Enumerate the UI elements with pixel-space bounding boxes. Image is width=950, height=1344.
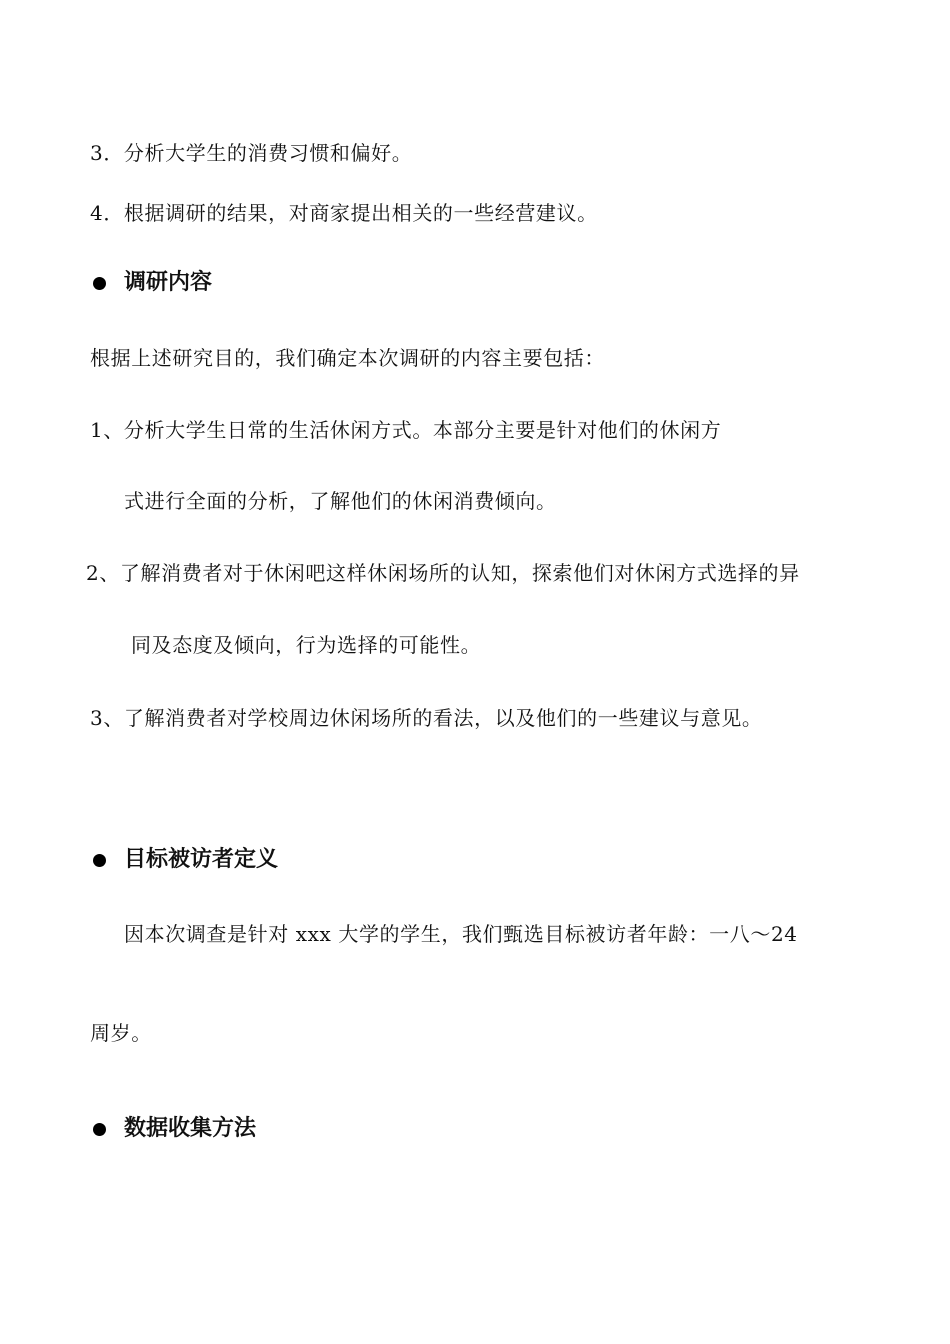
target-definition-text: 因本次调查是针对 xxx 大学的学生，我们甄选目标被访者年龄：一八～24 [124, 922, 798, 946]
content-item-3: 3、了解消费者对学校周边休闲场所的看法，以及他们的一些建议与意见。 [90, 706, 763, 730]
bullet-icon [93, 277, 106, 290]
objective-item-3: 3．分析大学生的消费习惯和偏好。 [90, 141, 413, 165]
section-heading-target-definition: 目标被访者定义 [124, 847, 279, 872]
content-item-2: 2、了解消费者对于休闲吧这样休闲场所的认知，探索他们对休闲方式选择的异 [86, 561, 800, 585]
objective-item-4: 4．根据调研的结果，对商家提出相关的一些经营建议。 [90, 201, 598, 225]
content-item-1-continued: 式进行全面的分析，了解他们的休闲消费倾向。 [124, 489, 557, 513]
bullet-icon [93, 854, 106, 867]
bullet-icon [93, 1123, 106, 1136]
content-intro: 根据上述研究目的，我们确定本次调研的内容主要包括： [90, 346, 605, 370]
section-heading-research-content: 调研内容 [124, 270, 213, 295]
section-heading-data-collection: 数据收集方法 [124, 1116, 257, 1141]
content-item-2-continued: 同及态度及倾向，行为选择的可能性。 [131, 633, 482, 657]
content-item-1: 1、分析大学生日常的生活休闲方式。本部分主要是针对他们的休闲方 [90, 418, 722, 442]
target-definition-text-continued: 周岁。 [90, 1021, 152, 1045]
